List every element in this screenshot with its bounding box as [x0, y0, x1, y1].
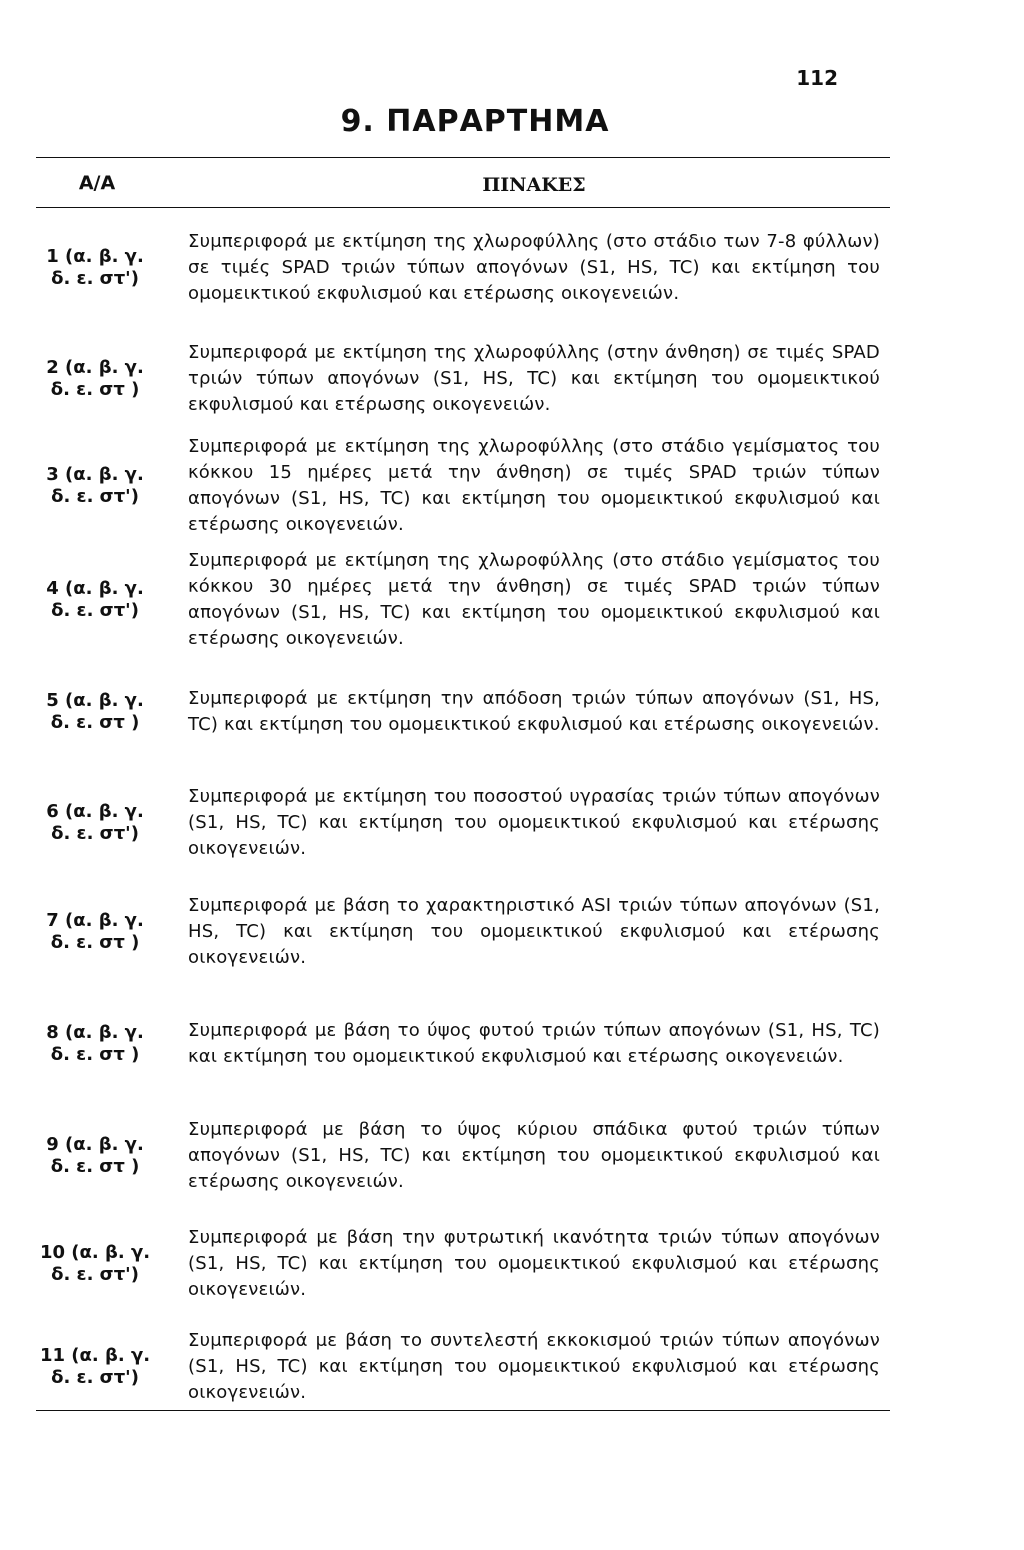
table-row [30, 673, 890, 751]
row-description: Συμπεριφορά με εκτίμηση την απόδοση τριών τύπων απογόνων (S1, HS, TC) και εκτίμηση του ομομεικτικού εκφυλισμού και ετέρωσης οικογενειών. [188, 688, 880, 735]
row-description: Συμπεριφορά με βάση την φυτρωτική ικανότητα τριών τύπων απογόνων (S1, HS, TC) και εκτίμηση του ομομεικτικού εκφυλισμού και ετέρωσης οικογενειών. [188, 1227, 880, 1300]
table-row [30, 1328, 890, 1406]
table-row [30, 893, 890, 971]
row-id: 3 (α. β. γ. δ. ε. στ') [46, 464, 144, 507]
top-rule [36, 157, 890, 158]
row-id: 4 (α. β. γ. δ. ε. στ') [46, 578, 144, 621]
table-row [30, 1117, 890, 1195]
row-id: 1 (α. β. γ. δ. ε. στ') [46, 246, 144, 289]
table-row [30, 1225, 890, 1303]
row-id: 8 (α. β. γ. δ. ε. στ ) [46, 1022, 144, 1065]
row-description: Συμπεριφορά με εκτίμηση του ποσοστού υγρασίας τριών τύπων απογόνων (S1, HS, TC) και εκτίμηση του ομομεικτικού εκφυλισμού και ετέρωσης οικογενειών. [188, 786, 880, 859]
row-description: Συμπεριφορά με βάση το χαρακτηριστικό ASI τριών τύπων απογόνων (S1, HS, TC) και εκτίμηση του ομομεικτικού εκφυλισμού και ετέρωσης οικογενειών. [188, 895, 880, 968]
row-description: Συμπεριφορά με εκτίμηση της χλωροφύλλης (στο στάδιο των 7-8 φύλλων) σε τιμές SPAD τριών τύπων απογόνων (S1, HS, TC) και εκτίμηση του ομομεικτικού εκφυλισμού και ετέρωσης οικογενειών. [188, 231, 880, 304]
bottom-rule [36, 1410, 890, 1411]
table-row [30, 340, 890, 418]
row-description: Συμπεριφορά με βάση το ύψος φυτού τριών τύπων απογόνων (S1, HS, TC) και εκτίμηση του ομομεικτικού εκφυλισμού και ετέρωσης οικογενειών. [188, 1020, 880, 1067]
row-description: Συμπεριφορά με βάση το ύψος κύριου σπάδικα φυτού τριών τύπων απογόνων (S1, HS, TC) και εκτίμηση του ομομεικτικού εκφυλισμού και ετέρωσης οικογενειών. [188, 1119, 880, 1192]
row-id: 5 (α. β. γ. δ. ε. στ ) [46, 690, 144, 733]
row-description: Συμπεριφορά με εκτίμηση της χλωροφύλλης (στο στάδιο γεμίσματος του κόκκου 15 ημέρες μετά την άνθηση) σε τιμές SPAD τριών τύπων απογόνων (S1, HS, TC) και εκτίμηση του ομομεικτικού εκφυλισμού και ετέρωσης οικογενειών. [188, 436, 880, 535]
table-row [30, 1005, 890, 1083]
table-row [30, 216, 890, 320]
row-description: Συμπεριφορά με εκτίμηση της χλωροφύλλης (στο στάδιο γεμίσματος του κόκκου 30 ημέρες μετά την άνθηση) σε τιμές SPAD τριών τύπων απογόνων (S1, HS, TC) και εκτίμηση του ομομεικτικού εκφυλισμού και ετέρωσης οικογενειών. [188, 550, 880, 649]
table-row [30, 784, 890, 862]
row-id: 11 (α. β. γ. δ. ε. στ') [39, 1345, 151, 1388]
table-row [30, 548, 890, 652]
row-description: Συμπεριφορά με εκτίμηση της χλωροφύλλης (στην άνθηση) σε τιμές SPAD τριών τύπων απογόνων (S1, HS, TC) και εκτίμηση του ομομεικτικού εκφυλισμού και ετέρωσης οικογενειών. [188, 342, 880, 415]
row-id: 10 (α. β. γ. δ. ε. στ') [39, 1242, 151, 1285]
row-id: 7 (α. β. γ. δ. ε. στ ) [46, 910, 144, 953]
column-header-id: Α/Α [78, 172, 116, 194]
header-rule [36, 207, 890, 208]
page-number: 112 [796, 66, 838, 90]
table-row [30, 434, 890, 538]
column-header-tables: ΠΙΝΑΚΕΣ [482, 174, 586, 196]
chapter-title: 9. ΠΑΡΑΡΤΗΜΑ [340, 104, 610, 139]
row-id: 9 (α. β. γ. δ. ε. στ ) [46, 1134, 144, 1177]
row-id: 2 (α. β. γ. δ. ε. στ ) [46, 357, 144, 400]
row-description: Συμπεριφορά με βάση το συντελεστή εκκοκισμού τριών τύπων απογόνων (S1, HS, TC) και εκτίμηση του ομομεικτικού εκφυλισμού και ετέρωσης οικογενειών. [188, 1330, 880, 1403]
row-id: 6 (α. β. γ. δ. ε. στ') [46, 801, 144, 844]
